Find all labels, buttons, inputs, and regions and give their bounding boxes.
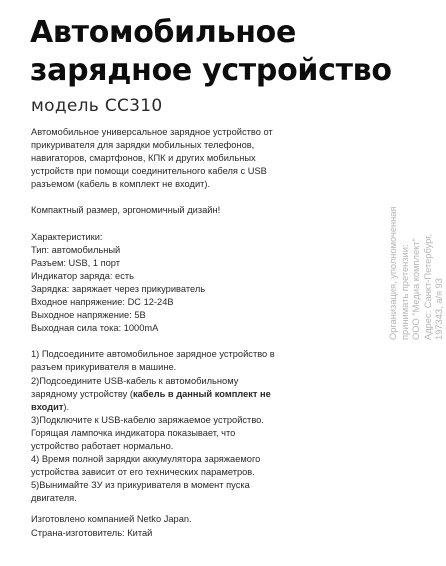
instruction-line: 4) Время полной зарядки аккумулятора заряжаемого	[31, 454, 261, 465]
spec-item: Входное напряжение: DC 12-24В	[31, 297, 174, 308]
model-label: модель CC310	[31, 96, 163, 116]
description-line: навигаторов, смартфонов, КПК и других мобильных	[31, 153, 256, 164]
spec-item: Выходное напряжение: 5В	[31, 310, 146, 321]
spec-item: Разъем: USB, 1 порт	[31, 257, 121, 268]
title-line-1: Автомобильное	[30, 15, 297, 50]
side-note-line: Организация, уполномоченная	[388, 206, 398, 340]
instruction-bold: входит	[31, 401, 64, 412]
product-title	[30, 14, 420, 90]
description-line: Автомобильное универсальное зарядное устройство от	[31, 127, 273, 137]
instruction-line: 1) Подсоедините автомобильное зарядное устройство в	[31, 349, 275, 360]
side-note-line: ООО "Медиа комплект"	[411, 238, 421, 340]
spec-item: Зарядка: заряжает через прикуриватель	[31, 283, 206, 294]
instruction-line	[31, 401, 293, 414]
instructions-section	[31, 348, 293, 505]
instruction-text: ).	[63, 401, 70, 412]
main-text	[31, 126, 293, 505]
specs-section	[31, 231, 293, 336]
description-line: разъемом (кабель в комплект не входит).	[31, 179, 211, 190]
instruction-line: 2)Подсоедините USB-кабель к автомобильному	[31, 375, 239, 386]
claims-organization-note	[388, 140, 446, 340]
description-line: устройств при помощи соединительного кабеля с USB	[31, 166, 267, 177]
description	[31, 126, 293, 191]
spec-item: Тип: автомобильный	[31, 244, 121, 255]
instruction-line: 5)Вынимайте ЗУ из прикуривателя в момент пуска	[31, 480, 250, 491]
title-line-2: зарядное устройство	[30, 53, 392, 88]
instruction-line: Горящая лампочка индикатора показывает, что	[31, 427, 236, 438]
tagline: Компактный размер, эргономичный дизайн!	[31, 205, 221, 216]
instruction-line: разъем прикуривателя в машине.	[31, 362, 177, 373]
instruction-bold: кабель в данный комплект не	[132, 388, 271, 399]
manufacturer-line: Изготовлено компанией Netko Japan.	[31, 514, 192, 524]
instruction-text: зарядному устройству (	[31, 388, 133, 399]
instruction-line: 3)Подключите к USB-кабелю заряжаемое устройство.	[31, 414, 264, 425]
instruction-line	[31, 388, 293, 401]
instruction-line: устройства зависит от его технических параметров.	[31, 467, 255, 478]
spec-item: Индикатор заряда: есть	[31, 270, 134, 281]
spec-item: Выходная сила тока: 1000mA	[31, 323, 159, 334]
country-line: Страна-изготовитель: Китай	[31, 527, 153, 538]
instruction-line: устройство работает нормально.	[31, 440, 174, 451]
instruction-line: двигателя.	[31, 493, 77, 504]
side-note-line: 197343, а/я 93	[434, 278, 444, 340]
manufacturer-info	[31, 513, 293, 540]
specs-heading: Характеристики:	[31, 231, 103, 242]
description-line: прикуривателя для зарядки мобильных телефонов,	[31, 140, 255, 151]
side-note-line: принимать претензии:	[399, 244, 410, 340]
side-note-line: Адрес: Санкт-Петербург,	[422, 233, 433, 340]
